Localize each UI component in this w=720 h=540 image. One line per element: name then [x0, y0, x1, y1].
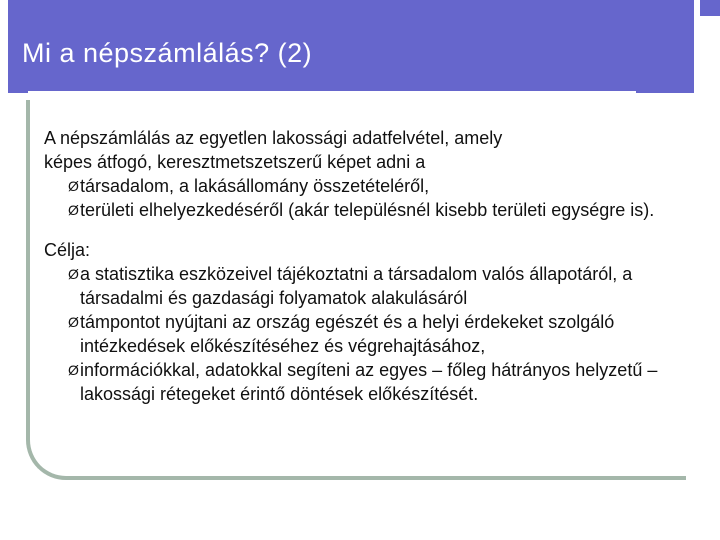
bullet-text: információkkal, adatokkal segíteni az egyes – főleg hátrányos helyzetű – lakossági rétegeket érintő döntések előkészítését. [80, 360, 658, 404]
intro-bullet-list [44, 174, 684, 222]
list-item [44, 262, 684, 310]
bullet-text: támpontot nyújtani az ország egészét és a helyi érdekeket szolgáló intézkedések előkészítéséhez és végrehajtásához, [80, 312, 615, 356]
intro-line: A népszámlálás az egyetlen lakossági adatfelvétel, amely [44, 128, 503, 148]
bullet-text: társadalom, a lakásállomány összetételéről, [80, 176, 430, 196]
slide-content [44, 126, 684, 406]
slide-title: Mi a népszámlálás? (2) [22, 38, 313, 68]
list-item [44, 358, 684, 406]
list-item [44, 174, 684, 198]
intro-line: képes átfogó, keresztmetszetszerű képet adni a [44, 152, 426, 172]
arrow-bullet-icon: Ø [68, 202, 79, 218]
arrow-bullet-icon: Ø [68, 266, 79, 282]
bullet-text: területi elhelyezkedéséről (akár településnél kisebb területi egységre is). [80, 200, 655, 220]
arrow-bullet-icon: Ø [68, 178, 79, 194]
title-underline [28, 91, 636, 96]
list-item [44, 198, 684, 222]
arrow-bullet-icon: Ø [68, 362, 79, 378]
list-item [44, 310, 684, 358]
bullet-text: a statisztika eszközeivel tájékoztatni a társadalom valós állapotáról, a társadalmi és gazdasági folyamatok alakulásáról [80, 264, 633, 308]
intro-text [44, 126, 684, 174]
corner-box [700, 0, 720, 16]
arrow-bullet-icon: Ø [68, 314, 79, 330]
section-heading: Célja: [44, 240, 91, 260]
goal-bullet-list [44, 262, 684, 406]
